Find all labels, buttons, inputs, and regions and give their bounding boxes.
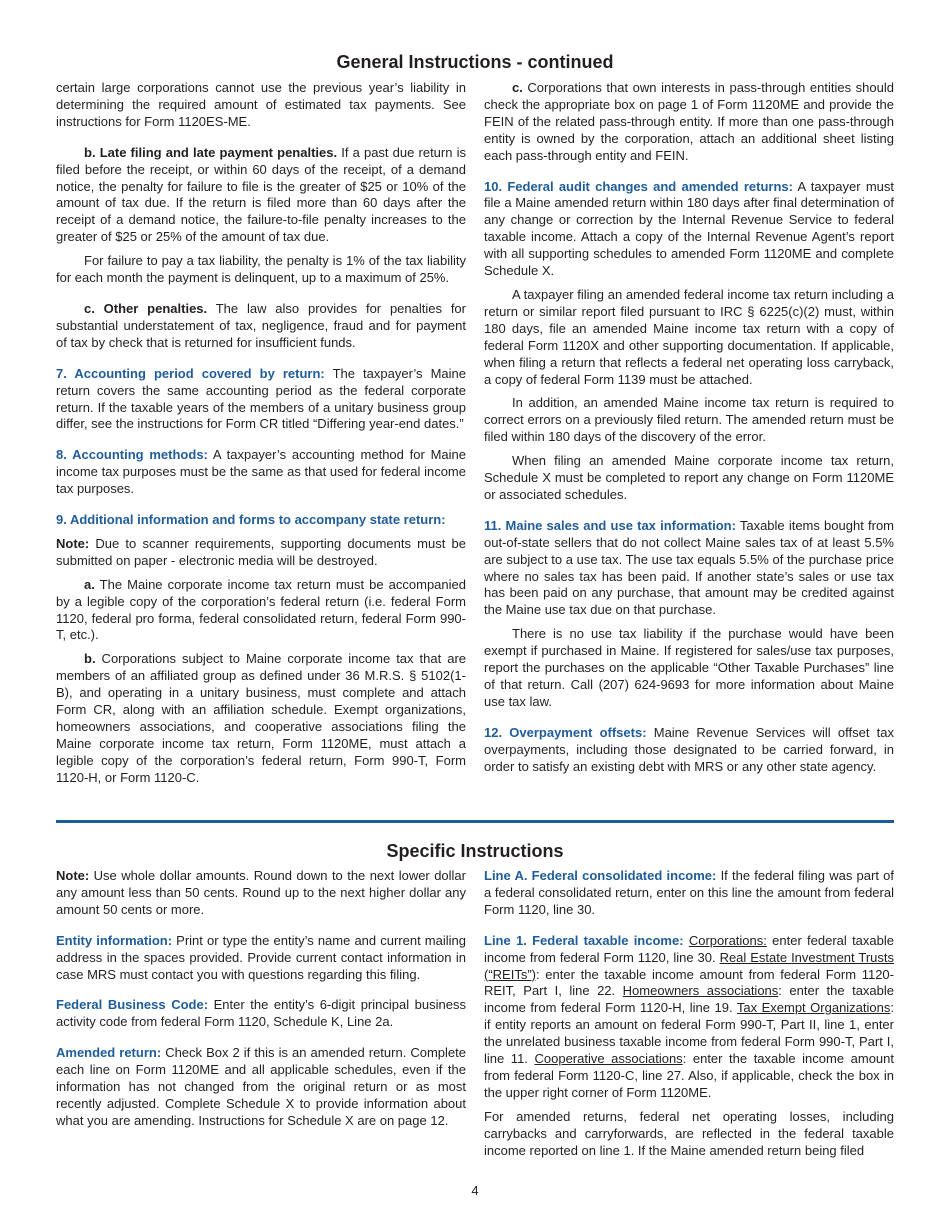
- body-text: When filing an amended Maine corporate income tax return, Schedule X must be completed to report any change on Form 1120ME or associated schedules.: [484, 453, 894, 502]
- section-heading: 8. Accounting methods:: [56, 447, 208, 463]
- body-text: If the federal filing was part of a federal consolidated return, enter on this line the amount from federal Form 1120, line 30.: [484, 868, 894, 917]
- paragraph: [484, 80, 894, 165]
- body-text: The taxpayer’s Maine return covers the same accounting period as the federal corporate return. If the taxable years of the members of a unitary business group differ, see the instructions for Form CR titled “Differing year-end dates.”: [56, 365, 466, 432]
- paragraph: [56, 536, 466, 570]
- bold-lead: c. Other penalties.: [84, 300, 208, 316]
- body-text: : if entity reports an amount on federal Form 990-T, Part II, line 1, enter the unrelated business taxable income from federal Form 990-T, Part I, line 11.: [484, 1000, 894, 1067]
- body-text: Print or type the entity’s name and current mailing address in the spaces provided. Provide current contact information in case MRS must contact you with questions regarding this filing.: [56, 932, 466, 982]
- body-text: For failure to pay a tax liability, the penalty is 1% of the tax liability for each month the payment is delinquent, up to a maximum of 25%.: [56, 253, 466, 286]
- page-number: 4: [471, 1183, 479, 1198]
- bold-lead: c.: [512, 80, 523, 95]
- underlined-term: Cooperative associations: [534, 1051, 683, 1067]
- paragraph: [484, 395, 894, 446]
- body-text: If a past due return is filed before the receipt, or within 60 days of the receipt, of a demand notice, the penalty for failure to file is the greater of $25 or 10% of the amount of tax due. If the return is filed more than 60 days after the receipt of a demand notice, the failure-to-file penalty increases to the greater of $25 or 25% of the amount of tax due.: [56, 144, 467, 245]
- paragraph: [56, 253, 466, 287]
- body-text: certain large corporations cannot use the previous year’s liability in determining the required amount of estimated tax payments. See instructions for Form 1120ES-ME.: [56, 80, 466, 129]
- paragraph: [56, 651, 466, 786]
- bold-lead: Note:: [56, 535, 90, 551]
- paragraph: [484, 725, 894, 776]
- body-text: A taxpayer must file a Maine amended return within 180 days after final determination of any change or correction by the Internal Revenue Service to federal taxable income. Attach a copy of the Internal Revenue Agent’s report with all supporting schedules to amended Form 1120ME and complete Schedule X.: [484, 178, 894, 279]
- underlined-term: Real Estate Investment Trusts (“REITs”): [484, 949, 894, 982]
- body-text: Use whole dollar amounts. Round down to the next lower dollar any amount less than 50 cents. Round up to the next higher dollar any amount 50 cents or more.: [56, 868, 466, 917]
- underlined-term: Tax Exempt Organizations: [736, 1000, 891, 1016]
- paragraph: [484, 518, 894, 619]
- body-text: : enter the taxable income amount from federal Form 1120-C, line 27. Also, if applicable, check the box in the upper right corner of Form 1120ME.: [484, 1051, 895, 1100]
- body-text: There is no use tax liability if the purchase would have been exempt if purchased in Maine. If registered for sales/use tax purposes, report the purchases on the applicable “Other Taxable Purchases” line of that return. Call (207) 624-9693 for more information about Maine use tax law.: [484, 626, 894, 709]
- body-text: Due to scanner requirements, supporting documents must be submitted on paper - electronic media will be destroyed.: [56, 535, 466, 568]
- specific-instructions-left-column: [56, 868, 466, 1137]
- underlined-term: Corporations:: [688, 932, 767, 948]
- page-title-specific-instructions: Specific Instructions: [386, 841, 564, 861]
- paragraph: [56, 997, 466, 1031]
- section-heading: Amended return:: [56, 1045, 162, 1061]
- section-heading: Line 1. Federal taxable income:: [484, 932, 684, 948]
- body-text: enter federal taxable income from federal Form 1120, line 30.: [484, 932, 894, 965]
- section-heading: 10. Federal audit changes and amended returns:: [484, 178, 793, 194]
- section-heading: Line A. Federal consolidated income:: [484, 868, 717, 883]
- section-heading: 7. Accounting period covered by return:: [56, 365, 325, 381]
- bold-lead: b.: [84, 651, 96, 667]
- paragraph: [484, 1109, 894, 1160]
- paragraph: [56, 301, 466, 352]
- paragraph: [56, 933, 466, 984]
- body-text: A taxpayer’s accounting method for Maine income tax purposes must be the same as that used for federal income tax purposes.: [56, 447, 466, 497]
- body-text: Maine Revenue Services will offset tax overpayments, including those designated to be carried forward, in order to satisfy an existing debt with MRS or any other state agency.: [484, 724, 895, 774]
- body-text: Check Box 2 if this is an amended return. Complete each line on Form 1120ME and all applicable schedules, even if the information has not changed from the original return or as most recently adjusted. Complete Schedule X to provide information about what you are amending. Instructions for Schedule X are on page 12.: [56, 1045, 466, 1128]
- underlined-term: Homeowners associations: [622, 983, 779, 999]
- section-heading: 12. Overpayment offsets:: [484, 724, 647, 740]
- general-instructions-right-column: [484, 80, 894, 783]
- paragraph: [484, 179, 894, 280]
- paragraph: [56, 447, 466, 498]
- bold-lead: Note:: [56, 868, 90, 883]
- bold-lead: a.: [84, 576, 95, 592]
- section-heading: Entity information:: [56, 932, 173, 948]
- paragraph: [56, 145, 466, 246]
- page-title-general-instructions: General Instructions - continued: [336, 52, 614, 72]
- paragraph: [484, 453, 894, 504]
- body-text: Corporations subject to Maine corporate income tax that are members of an affiliated group as defined under 36 M.R.S. § 5102(1-B), and operating in a unitary business, must complete and attach Form CR, along with an affiliation schedule. Exempt organizations, homeowners associations, and cooperative associations filing the Maine corporate income tax return, Form 1120ME, must attach a legible copy of the corporation’s federal return, Form 990-T, Form 1120-H, or Form 1120-C.: [56, 651, 466, 785]
- paragraph: [484, 868, 894, 919]
- paragraph: [56, 366, 466, 434]
- body-text: : enter the taxable income amount from federal Form 1120-REIT, Part I, line 22.: [484, 966, 894, 999]
- body-text: The law also provides for penalties for substantial understatement of tax, negligence, fraud and for payment of tax by check that is returned for insufficient funds.: [56, 300, 466, 350]
- bold-lead: b. Late filing and late payment penalties.: [84, 144, 338, 160]
- section-divider: [56, 820, 894, 823]
- specific-instructions-right-column: [484, 868, 894, 1167]
- section-heading: Federal Business Code:: [56, 997, 209, 1013]
- paragraph: [484, 287, 894, 388]
- section-heading: 9. Additional information and forms to accompany state return:: [56, 512, 446, 528]
- paragraph: [484, 933, 894, 1102]
- body-text: Corporations that own interests in pass-through entities should check the appropriate box on page 1 of Form 1120ME and provide the FEIN of the related pass-through entity. If more than one pass-through entity is owned by the corporation, attach an additional sheet listing each pass-through entity and FEIN.: [484, 80, 894, 163]
- body-text: The Maine corporate income tax return must be accompanied by a legible copy of the corporation’s federal return (i.e. federal Form 1120, federal pro forma, federal consolidated return, federal Form 990-T, etc.).: [56, 576, 466, 643]
- body-text: In addition, an amended Maine income tax return is required to correct errors on a previously filed return. The amended return must be filed within 180 days of the discovery of the error.: [484, 395, 894, 445]
- body-text: Taxable items bought from out-of-state sellers that do not collect Maine sales tax of at least 5.5% are subject to a use tax. The use tax equals 5.5% of the purchase price where no sales tax has been paid. If another state’s sales or use tax has been paid on any purchase, that amount may be credited against the Maine use tax due on that purchase.: [484, 517, 894, 618]
- body-text: A taxpayer filing an amended federal income tax return including a return or similar report filed pursuant to IRC § 6225(c)(2) must, within 180 days, file an amended Maine income tax return with a copy of federal Form 1120X and other supporting documentation. If applicable, when filing a return that reflects a federal net operating loss carryback, a copy of federal Form 1139 must be attached.: [484, 286, 894, 387]
- paragraph: [484, 626, 894, 711]
- paragraph: [56, 80, 466, 131]
- paragraph: [56, 868, 466, 919]
- paragraph: [56, 577, 466, 645]
- body-text: : enter the taxable income from federal Form 1120-H, line 19.: [484, 983, 895, 1016]
- paragraph: [56, 1045, 466, 1130]
- paragraph: [56, 512, 466, 529]
- body-text: For amended returns, federal net operating losses, including carrybacks and carryforwards, are reflected in the federal taxable income reported on line 1. If the Maine amended return being filed: [484, 1108, 894, 1158]
- general-instructions-left-column: [56, 80, 466, 794]
- body-text: Enter the entity’s 6-digit principal business activity code from federal Form 1120, Schedule K, Line 2a.: [56, 997, 466, 1030]
- section-heading: 11. Maine sales and use tax information:: [484, 517, 736, 533]
